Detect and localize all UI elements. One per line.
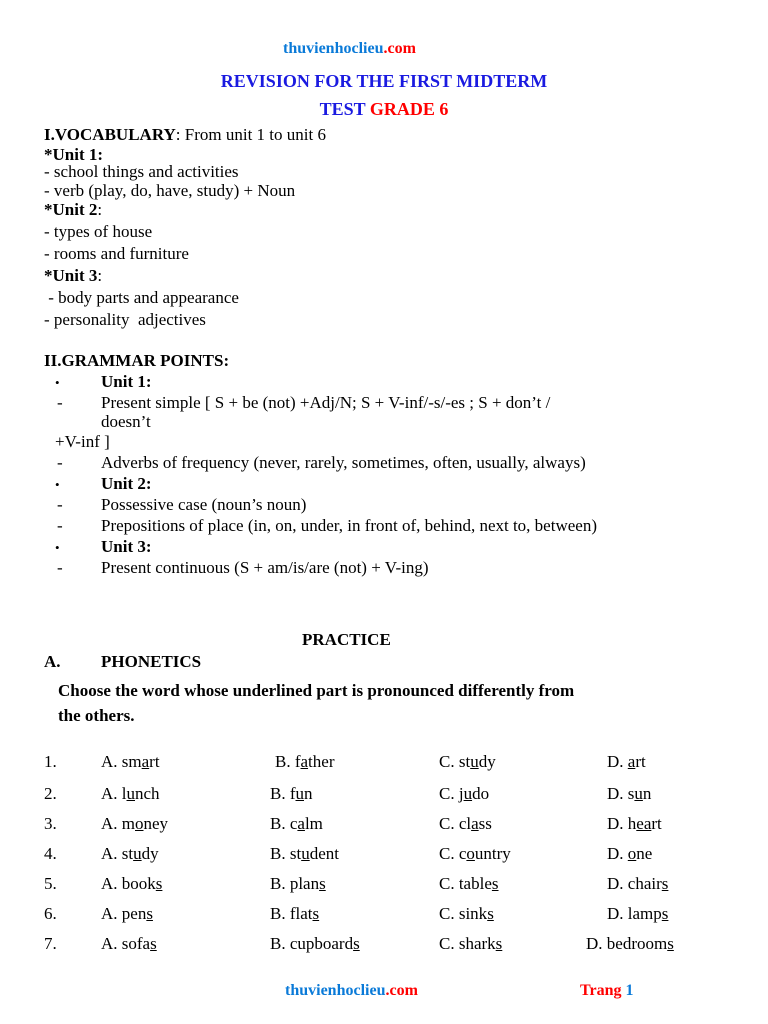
dash-mark: - [57,516,63,535]
underlined-part: a [627,752,636,771]
question-row [0,874,768,898]
answer-option: B. father [275,752,335,771]
answer-option: A. money [101,814,169,833]
grammar-item: Possessive case (noun’s noun) [101,495,307,514]
grammar-heading: II.GRAMMAR POINTS: [44,351,230,370]
answer-option: B. calm [270,814,323,833]
page-num: 1 [625,982,634,999]
title-test: TEST [319,99,370,119]
grammar-item-cont: +V-inf ] [55,432,110,451]
underlined-part: s [487,904,494,923]
underlined-part: a [297,814,305,833]
instruction-line: the others. [58,706,135,725]
vocab-unit2-item: - rooms and furniture [44,244,189,263]
vocab-heading [44,125,326,145]
answer-option: C. sharks [439,934,503,953]
question-number: 7. [44,934,57,953]
grammar-item-cont: doesn’t [101,412,151,431]
underlined-part: s [155,874,163,893]
question-number: 3. [44,814,57,833]
underlined-part: s [353,934,360,953]
grammar-item: Present continuous (S + am/is/are (not) + V-ing) [101,558,429,577]
answer-option: C. country [439,844,511,863]
vocab-unit1-item: - verb (play, do, have, study) + Noun [44,181,296,200]
question-number: 5. [44,874,57,893]
bullet-icon: • [55,375,60,390]
vocab-unit2-item: - types of house [44,222,153,241]
answer-option: A. study [101,844,159,863]
underlined-part: s [312,904,320,923]
underlined-part: u [295,784,304,803]
answer-option: D. lamps [607,904,669,923]
answer-option: C. study [439,752,496,771]
footer-site-name: thuvienhoclieu [285,982,386,999]
header-site-name: thuvienhoclieu [283,40,384,57]
question-row [0,904,768,928]
vocab-unit3: *Unit 3: [44,266,103,285]
underlined-part: o [466,844,475,863]
question-row [0,934,768,958]
answer-option: A. sofas [101,934,157,953]
underlined-part: o [627,844,637,863]
footer-site [285,982,418,1000]
answer-option: C. judo [439,784,490,803]
footer-site-domain: .com [385,982,418,999]
underlined-part: s [491,874,499,893]
grammar-item: Present simple [ S + be (not) +Adj/N; S + V-inf/-s/-es ; S + don’t / [101,393,551,412]
question-row [0,844,768,868]
underlined-part: s [661,874,669,893]
answer-option: C. class [439,814,492,833]
underlined-part: u [634,784,643,803]
vocab-heading-scope: : From unit 1 to unit 6 [175,125,326,144]
underlined-part: u [463,784,473,803]
grammar-unit3: Unit 3: [101,537,152,556]
answer-option: B. fun [270,784,313,803]
bullet-icon: • [55,477,60,492]
vocab-unit3-item: - body parts and appearance [44,288,239,307]
question-number: 4. [44,844,57,863]
answer-option: A. lunch [101,784,160,803]
underlined-part: a [141,752,150,771]
vocab-unit1: *Unit 1: [44,145,104,164]
question-row [0,752,768,776]
underlined-part: a [300,752,309,771]
vocab-heading-num: I. [44,125,55,144]
answer-option: B. student [270,844,339,863]
answer-option: D. sun [607,784,652,803]
answer-option: B. plans [270,874,326,893]
grammar-item: Adverbs of frequency (never, rarely, sometimes, often, usually, always) [101,453,586,472]
underlined-part: s [146,904,153,923]
underlined-part: a [471,814,479,833]
question-number: 1. [44,752,57,771]
underlined-part: s [319,874,326,893]
answer-option: B. cupboards [270,934,360,953]
header-site-domain: .com [383,40,416,57]
underlined-part: s [150,934,157,953]
grammar-unit2: Unit 2: [101,474,152,493]
underlined-part: u [301,844,310,863]
question-row [0,814,768,838]
practice-heading: PRACTICE [302,630,391,649]
question-number: 6. [44,904,57,923]
answer-option: D. heart [607,814,662,833]
underlined-part: o [135,814,144,833]
vocab-unit2: *Unit 2: [44,200,103,219]
header-site [283,40,416,58]
underlined-part: s [667,934,674,953]
underlined-part: u [126,784,135,803]
section-num: A. [44,652,61,671]
vocab-unit3-item: - personality adjectives [44,310,206,329]
underlined-part: s [495,934,503,953]
page-number [580,982,633,1000]
underlined-part: u [133,844,142,863]
vocab-unit1-item: - school things and activities [44,162,239,181]
grammar-unit1: Unit 1: [101,372,152,391]
answer-option: C. sinks [439,904,494,923]
underlined-part: u [470,752,479,771]
answer-option: A. smart [101,752,160,771]
dash-mark: - [57,393,63,412]
answer-option: D. bedrooms [586,934,674,953]
answer-option: D. art [607,752,646,771]
underlined-part: ea [636,814,652,833]
section-title: PHONETICS [101,652,202,671]
answer-option: A. books [101,874,163,893]
doc-title-line2 [0,99,768,120]
page-label: Trang [580,982,626,999]
question-number: 2. [44,784,57,803]
answer-option: D. one [607,844,653,863]
instruction-line: Choose the word whose underlined part is pronounced differently from [58,681,575,700]
grammar-item: Prepositions of place (in, on, under, in front of, behind, next to, between) [101,516,597,535]
bullet-icon: • [55,540,60,555]
answer-option: C. tables [439,874,499,893]
doc-title-line1: REVISION FOR THE FIRST MIDTERM [220,71,548,91]
answer-option: D. chairs [607,874,669,893]
vocab-heading-title: VOCABULARY [54,125,176,144]
question-row [0,784,768,808]
dash-mark: - [57,558,63,577]
underlined-part: s [661,904,669,923]
title-grade: GRADE 6 [369,99,449,119]
dash-mark: - [57,453,63,472]
answer-option: A. pens [101,904,153,923]
answer-option: B. flats [270,904,320,923]
dash-mark: - [57,495,63,514]
